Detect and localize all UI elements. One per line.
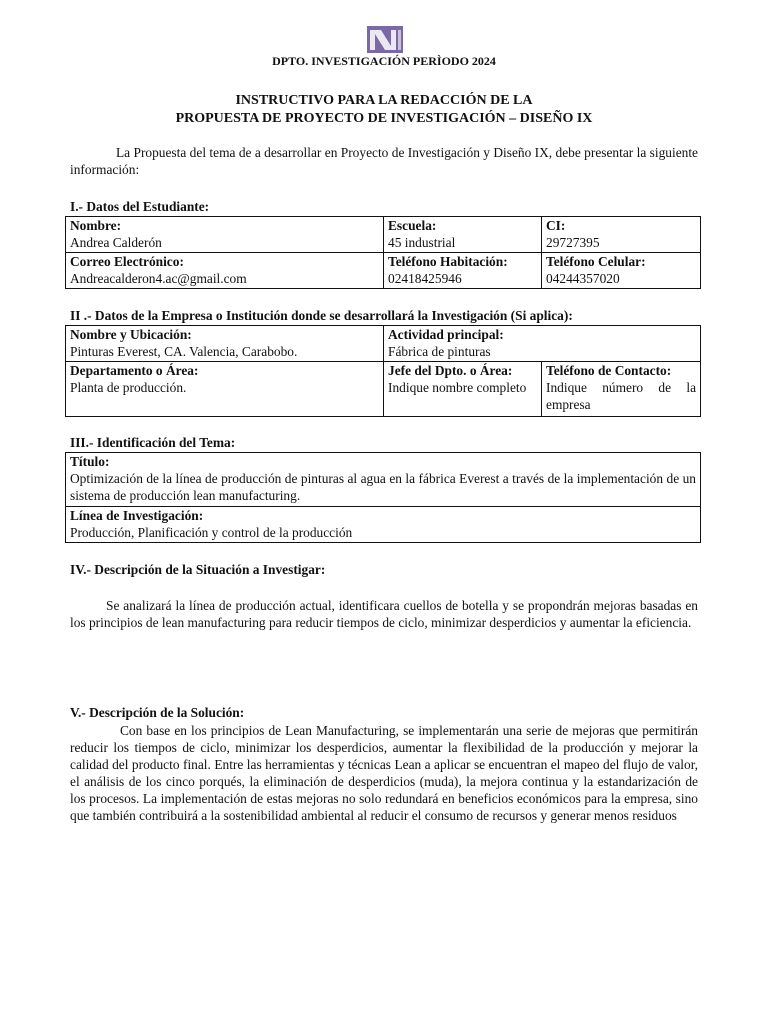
home-phone-value: 02418425946 [388, 271, 462, 286]
company-name-label: Nombre y Ubicación: [70, 327, 192, 342]
intro-text: La Propuesta del tema de a desarrollar en Proyecto de Investigación y Diseño IX, debe presentar la siguiente información: [70, 145, 698, 177]
company-name-cell [66, 326, 384, 362]
main-activity-cell [384, 326, 701, 362]
ci-label: CI: [546, 218, 566, 233]
contact-phone-value: Indique número de la empresa [546, 380, 697, 412]
student-data-table [65, 216, 701, 289]
title-line-2: PROPUESTA DE PROYECTO DE INVESTIGACIÓN – DISEÑO IX [175, 111, 593, 126]
department-head-label: Jefe del Dpto. o Área: [388, 363, 513, 378]
section-1-heading: I.- Datos del Estudiante: [70, 199, 210, 214]
solution-description: Con base en los principios de Lean Manufacturing, se implementarán una serie de mejoras que permitirán reducir los tiempos de ciclo, minimizar los desperdicios, aumentar la flexibilidad de la producción y mejorar la calidad del producto final. Entre las herramientas y técnicas Lean a aplicar se encuentran el mapeo del flujo de valor, el análisis de los cinco porqués, la eliminación de desperdicios (muda), la mejora continua y la estandarización de los procesos. La implementación de estas mejoras no solo redundará en beneficios económicos para la empresa, sino que también contribuirá a la sostenibilidad ambiental al reducir el consumo de recursos y generar menos residuos [70, 723, 698, 823]
cell-phone-label: Teléfono Celular: [546, 254, 646, 269]
email-cell [66, 253, 384, 289]
university-logo-icon [367, 26, 403, 53]
situation-description: Se analizará la línea de producción actual, identificara cuellos de botella y se propondrán mejoras basadas en los principios de lean manufacturing para reducir tiempos de ciclo, minimizar desperdicios y aumentar la eficiencia. [70, 598, 698, 630]
department-cell [66, 362, 384, 417]
contact-phone-label: Teléfono de Contacto: [546, 363, 672, 378]
title-line-1: INSTRUCTIVO PARA LA REDACCIÓN DE LA [235, 93, 533, 108]
document-title [0, 92, 768, 128]
intro-paragraph [70, 144, 698, 178]
main-activity-value: Fábrica de pinturas [388, 344, 491, 359]
research-line-value: Producción, Planificación y control de la producción [70, 525, 353, 540]
department-period-header: DPTO. INVESTIGACIÓN PERÌODO 2024 [272, 54, 496, 68]
cell-phone-value: 04244357020 [546, 271, 620, 286]
ci-cell [542, 217, 701, 253]
department-label: Departamento o Área: [70, 363, 199, 378]
contact-phone-cell [542, 362, 701, 417]
department-head-value: Indique nombre completo [388, 380, 527, 395]
topic-table [65, 452, 701, 543]
email-value: Andreacalderon4.ac@gmail.com [70, 271, 247, 286]
home-phone-label: Teléfono Habitación: [388, 254, 508, 269]
research-line-label: Línea de Investigación: [70, 508, 204, 523]
section-4-heading: IV.- Descripción de la Situación a Investigar: [70, 562, 326, 577]
email-label: Correo Electrónico: [70, 254, 184, 269]
school-label: Escuela: [388, 218, 437, 233]
student-name-label: Nombre: [70, 218, 122, 233]
school-cell [384, 217, 542, 253]
topic-title-cell [66, 453, 701, 507]
section-2-heading: II .- Datos de la Empresa o Institución donde se desarrollará la Investigación (Si aplica): [70, 308, 573, 323]
section-3-heading: III.- Identificación del Tema: [70, 435, 236, 450]
topic-title-label: Título: [70, 454, 110, 469]
department-head-cell [384, 362, 542, 417]
company-data-table [65, 325, 701, 417]
student-name-value: Andrea Calderón [70, 235, 162, 250]
research-line-cell [66, 507, 701, 543]
home-phone-cell [384, 253, 542, 289]
topic-title-value: Optimización de la línea de producción de pinturas al agua en la fábrica Everest a través de la implementación de un sistema de producción lean manufacturing. [70, 471, 696, 503]
student-name-cell [66, 217, 384, 253]
department-value: Planta de producción. [70, 380, 187, 395]
section-5-heading: V.- Descripción de la Solución: [70, 705, 245, 720]
ci-value: 29727395 [546, 235, 600, 250]
cell-phone-cell [542, 253, 701, 289]
main-activity-label: Actividad principal: [388, 327, 504, 342]
school-value: 45 industrial [388, 235, 456, 250]
company-name-value: Pinturas Everest, CA. Valencia, Carabobo. [70, 344, 298, 359]
